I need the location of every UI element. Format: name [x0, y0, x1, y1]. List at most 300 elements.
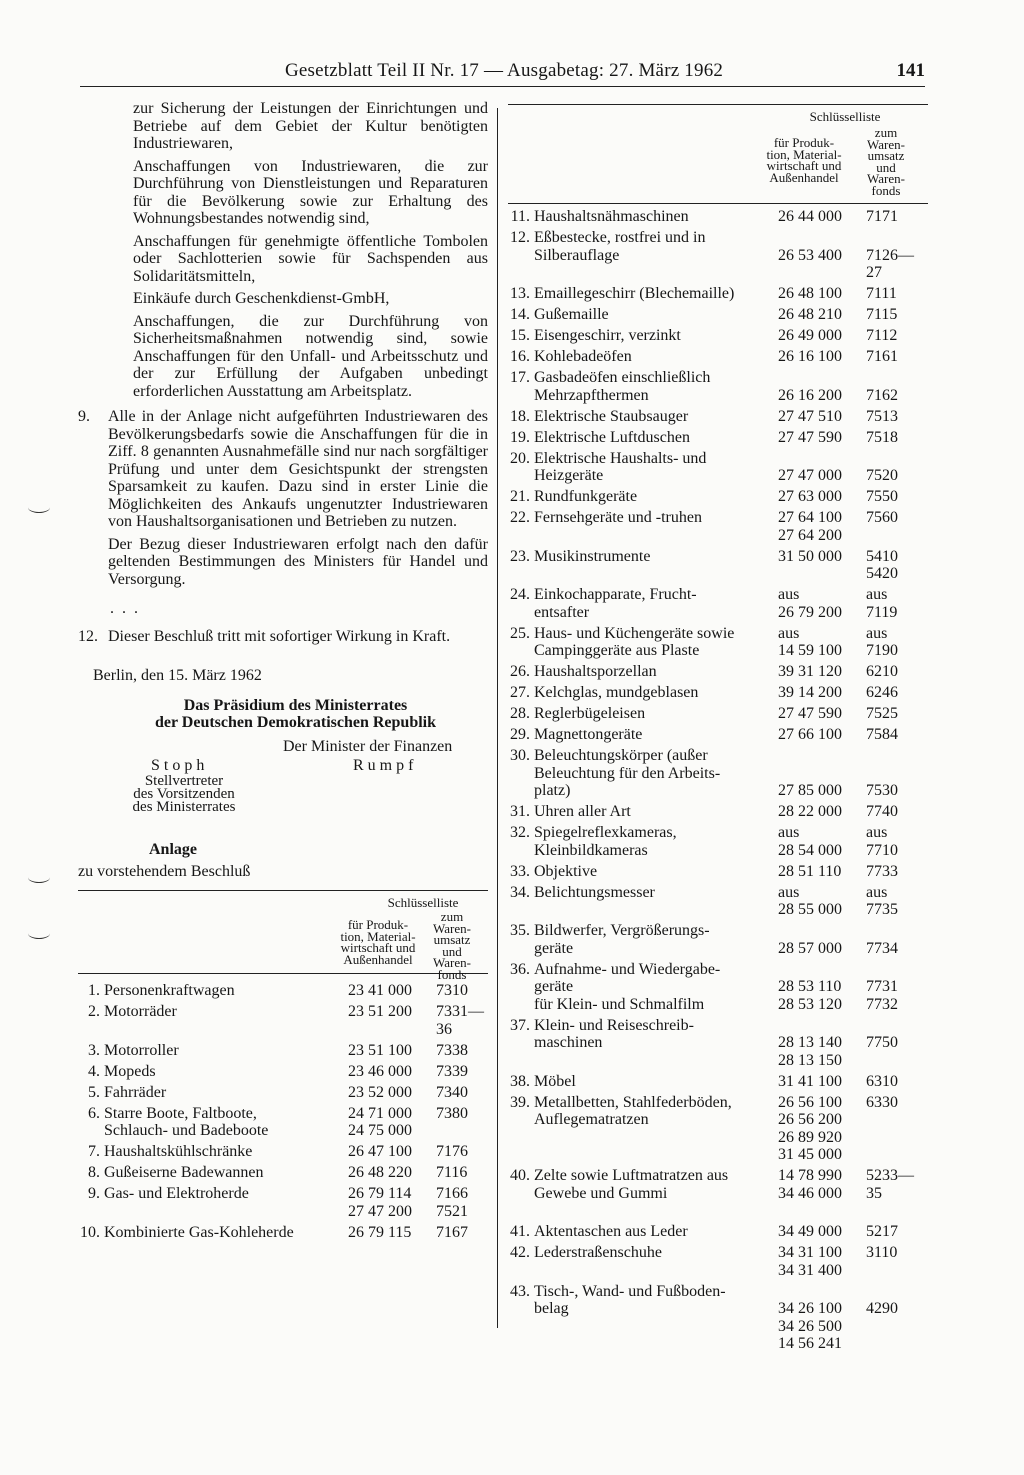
row-number: 33. [510, 862, 530, 880]
goods-fund-code-line: 7518 [866, 428, 898, 446]
key-code-line: 34 49 000 [778, 1223, 842, 1240]
row-number: 26. [510, 663, 530, 680]
key-code [342, 1105, 436, 1140]
item-name-line: Belichtungsmesser [534, 883, 655, 901]
item-name-line: Kelchglas, mundgeblasen [534, 684, 699, 701]
goods-fund-code-line: 7550 [866, 488, 898, 505]
goods-fund-code [866, 705, 926, 723]
table-row [508, 663, 928, 681]
key-code-line: 28 53 110 [778, 978, 842, 995]
row-number: 1. [88, 982, 100, 999]
right-column [508, 104, 928, 1353]
key-code-line: 14 56 241 [778, 1335, 842, 1352]
right-table-body [508, 208, 928, 1353]
key-code [778, 747, 866, 800]
table-row [508, 705, 928, 723]
page-number: 141 [896, 60, 925, 81]
key-code-line: 27 47 510 [778, 407, 842, 425]
item-name-line: Aktentaschen aus Leder [534, 1223, 688, 1240]
key-code [342, 1063, 436, 1081]
key-code [778, 1167, 866, 1220]
key-code-line: 34 46 000 [778, 1184, 842, 1202]
key-code [778, 488, 866, 506]
table-row [508, 548, 928, 583]
goods-fund-code-line: 6210 [866, 663, 898, 680]
item-name-line: Kombinierte Gas-Kohleherde [104, 1223, 294, 1241]
key-code [778, 1283, 866, 1353]
item-name-line: Auflegematratzen [534, 1111, 649, 1128]
item-name-line: Magnettongeräte [534, 726, 643, 743]
item-name [534, 1094, 778, 1164]
signatures [78, 757, 488, 827]
item-name-line: Bildwerfer, Vergrößerungs- [534, 922, 710, 939]
goods-fund-code-line: 7740 [866, 803, 898, 820]
table-row [508, 625, 928, 660]
row-number: 8. [88, 1164, 100, 1181]
row-number: 40. [510, 1167, 530, 1184]
table-row [508, 863, 928, 881]
table-row [78, 1185, 488, 1220]
item-name [534, 922, 778, 957]
goods-fund-code [866, 450, 926, 485]
item-name-line: Elektrische Luftduschen [534, 428, 690, 446]
row-number: 3. [88, 1041, 100, 1059]
item-name [534, 369, 778, 404]
table-row [508, 824, 928, 859]
item-name [534, 429, 778, 447]
item-name [534, 1073, 778, 1091]
key-code [778, 961, 866, 1014]
goods-fund-code [866, 429, 926, 447]
header-line: Außenhandel [343, 951, 413, 967]
header-rule [80, 86, 925, 87]
table-row [78, 1224, 488, 1242]
key-code-line: 27 64 200 [778, 526, 842, 544]
row-number: 43. [510, 1282, 530, 1300]
key-code-line: 31 45 000 [778, 1146, 842, 1163]
signer-role [120, 775, 248, 814]
goods-fund-code-line: 7733 [866, 862, 898, 880]
key-code [778, 922, 866, 957]
goods-fund-code-line: 7525 [866, 705, 898, 722]
key-code-line: aus [778, 586, 800, 603]
item-name [104, 1105, 342, 1140]
goods-fund-code [866, 488, 926, 506]
row-number: 31. [510, 803, 530, 820]
goods-fund-code [866, 548, 926, 583]
table-row [508, 1283, 928, 1353]
goods-fund-code [436, 1084, 496, 1102]
signer-name: Stoph [151, 757, 209, 774]
date-line: Berlin, den 15. März 1962 [93, 667, 262, 684]
goods-fund-code-line: 7166 [436, 1185, 468, 1202]
goods-fund-code-line: 7735 [866, 901, 898, 918]
goods-fund-code [866, 684, 926, 702]
item-name-line: Elektrische Haushalts- und [534, 449, 707, 467]
row-number: 30. [510, 747, 530, 764]
key-code-line [778, 961, 866, 979]
goods-fund-code [436, 1042, 496, 1060]
item-name [104, 1185, 342, 1220]
goods-fund-code-line: 5217 [866, 1223, 898, 1240]
goods-fund-code [436, 1003, 496, 1038]
goods-fund-code-line [866, 1052, 926, 1070]
item-name-line: geräte [534, 978, 574, 995]
item-name [534, 548, 778, 583]
item-name [534, 663, 778, 681]
item-name-line: für Klein- und Schmalfilm [534, 995, 705, 1013]
item-text: Dieser Beschluß tritt mit sofortiger Wirkung in Kraft. [108, 627, 451, 645]
goods-fund-code [866, 922, 926, 957]
goods-fund-code [866, 1283, 926, 1353]
item-name-line: Emaillegeschirr (Blechemaille) [534, 285, 735, 302]
table-row [508, 1094, 928, 1164]
header-line: Waren- [433, 955, 471, 970]
goods-fund-code [866, 1223, 926, 1241]
goods-fund-code-line: 7162 [866, 386, 898, 404]
row-number: 5. [88, 1083, 100, 1101]
intro-paragraph: zur Sicherung der Leistungen der Einrichtungen und Betriebe auf dem Gebiet der Kultur benötigten Industriewaren, [133, 100, 488, 152]
item-name [534, 684, 778, 702]
goods-fund-code [866, 1244, 926, 1279]
key-code [778, 208, 866, 226]
goods-fund-code-line [866, 1111, 926, 1129]
key-code-line: 26 79 115 [348, 1223, 412, 1241]
row-number: 28. [510, 705, 530, 722]
item-name-line: Objektive [534, 862, 598, 880]
goods-fund-code-line: 7111 [866, 285, 897, 302]
goods-fund-code [866, 369, 926, 404]
table-row [508, 684, 928, 702]
header-line: für Produk- [347, 917, 409, 932]
table-row [508, 884, 928, 919]
item-name [534, 803, 778, 821]
key-code-line: 24 75 000 [348, 1122, 412, 1139]
item-name [534, 285, 778, 303]
goods-fund-code-line: 7513 [866, 407, 898, 425]
key-code-line: 14 59 100 [778, 642, 842, 659]
key-code [778, 803, 866, 821]
goods-fund-code [866, 663, 926, 681]
goods-fund-code [866, 348, 926, 366]
item-name [104, 1224, 342, 1242]
row-number: 39. [510, 1093, 530, 1111]
item-name [534, 726, 778, 744]
key-code [778, 663, 866, 681]
item-name-line: Gußeiserne Badewannen [104, 1164, 264, 1181]
key-code [778, 229, 866, 282]
key-code [778, 586, 866, 621]
goods-fund-column-header [858, 127, 914, 196]
item-name-line: Schlauch- und Badeboote [104, 1122, 269, 1139]
table-row [508, 369, 928, 404]
intro-paragraph: Anschaffungen, die zur Durchführung von Sicherheitsmaßnahmen notwendig sind, sowie Anschaffungen für den Unfall- und Arbeitsschutz und der zur Erfüllung der Aufgaben unbedingt erforderlichen Ausstattung am Arbeitsplatz. [133, 312, 488, 400]
item-number: 12. [78, 627, 98, 645]
key-code [778, 327, 866, 345]
row-number: 42. [510, 1244, 530, 1261]
item-name-line: Haus- und Küchengeräte sowie [534, 624, 735, 642]
goods-fund-code-line: 7176 [436, 1143, 468, 1160]
table-row [508, 1167, 928, 1220]
key-code-line: 23 52 000 [348, 1083, 412, 1101]
goods-fund-code-line: 7750 [866, 1034, 898, 1051]
key-code [778, 884, 866, 919]
table-row [78, 1143, 488, 1161]
header-line: zum [874, 125, 898, 140]
row-number: 6. [88, 1104, 100, 1122]
table-row [78, 1003, 488, 1038]
row-number: 17. [510, 369, 530, 386]
goods-fund-code-line [866, 1129, 926, 1147]
key-code [778, 509, 866, 544]
item-name [534, 327, 778, 345]
header-line: Waren- [433, 920, 471, 936]
item-name-line: Kohlebadeöfen [534, 348, 632, 365]
row-number: 9. [88, 1185, 100, 1202]
table-row [508, 429, 928, 447]
item-name [534, 824, 778, 859]
item-name-line: Gasbadeöfen einschließlich [534, 369, 711, 386]
item-name-line: Möbel [534, 1072, 576, 1090]
item-name-line: Eßbestecke, rostfrei und in [534, 229, 706, 246]
item-name-line: Motorroller [104, 1041, 179, 1059]
item-name-line: Tisch-, Wand- und Fußboden- [534, 1282, 726, 1300]
key-code [778, 863, 866, 881]
annex-subtitle: zu vorstehendem Beschluß [78, 862, 251, 880]
goods-fund-code-line: 6246 [866, 684, 898, 701]
key-code-line: 26 79 114 [348, 1185, 412, 1202]
item-9-followup: Der Bezug dieser Industriewaren erfolgt nach den dafür geltenden Bestimmungen des Ministers für Handel und Versorgung. [108, 535, 488, 588]
table-row [508, 803, 928, 821]
table-row [508, 306, 928, 324]
key-code-line: 28 13 140 [778, 1034, 842, 1051]
goods-fund-code-line: 3110 [866, 1244, 898, 1261]
item-name-line: Starre Boote, Faltboote, [104, 1104, 257, 1122]
item-name [104, 1003, 342, 1038]
goods-fund-code [866, 1073, 926, 1091]
key-code-line: 27 63 000 [778, 488, 842, 505]
key-code-line: 27 64 100 [778, 509, 842, 526]
item-name [534, 229, 778, 282]
key-code [778, 348, 866, 366]
key-code [778, 726, 866, 744]
key-code-line: 34 31 100 [778, 1244, 842, 1261]
item-name-line: Campinggeräte aus Plaste [534, 642, 700, 659]
key-code [778, 408, 866, 426]
goods-fund-code-line: 7112 [866, 327, 898, 344]
goods-fund-code-line [866, 1318, 926, 1336]
goods-fund-code-line: 7331—36 [436, 1003, 484, 1038]
column-divider [497, 108, 498, 1328]
row-number: 25. [510, 624, 530, 642]
margin-check-mark [28, 928, 50, 939]
header-line: tion, Material- [340, 928, 416, 944]
goods-fund-code [866, 1094, 926, 1164]
goods-fund-code-line: 7171 [866, 208, 898, 225]
item-name [104, 1042, 342, 1060]
key-code-line: 26 48 100 [778, 285, 842, 302]
header-line: für Produk- [773, 135, 835, 150]
signer-role-line: des Vorsitzenden [133, 786, 235, 802]
intro-paragraphs [78, 100, 488, 400]
key-code-line: 31 50 000 [778, 547, 842, 565]
goods-fund-code-line [866, 1202, 926, 1220]
table-row [508, 1017, 928, 1070]
item-name-line: Haushaltsnähmaschinen [534, 208, 689, 225]
goods-fund-code-line: 7530 [866, 782, 898, 799]
table-row [78, 1164, 488, 1182]
goods-fund-code-line: 7340 [436, 1083, 468, 1101]
item-name [534, 747, 778, 800]
table-row [78, 982, 488, 1000]
item-name [534, 1223, 778, 1241]
key-code-line: 14 78 990 [778, 1167, 842, 1184]
goods-fund-code-line [866, 369, 926, 387]
goods-fund-code [866, 824, 926, 859]
item-name [104, 1084, 342, 1102]
item-name-line: Gas- und Elektroherde [104, 1185, 249, 1202]
row-number: 35. [510, 922, 530, 939]
issuing-body [103, 697, 488, 732]
table-row [508, 747, 928, 800]
goods-fund-code-line: aus [866, 883, 888, 901]
intro-paragraph: Einkäufe durch Geschenkdienst-GmbH, [133, 290, 390, 307]
table-row [508, 586, 928, 621]
goods-fund-code-line: 7115 [866, 306, 898, 323]
item-name-line: Gußemaille [534, 306, 609, 323]
header-line: wirtschaft und [340, 940, 416, 955]
issuing-body-line: Das Präsidium des Ministerrates [183, 696, 408, 714]
item-name-line: Personenkraftwagen [104, 982, 235, 999]
key-code-line: 27 47 000 [778, 467, 842, 484]
goods-fund-code [866, 285, 926, 303]
key-code [342, 1143, 436, 1161]
goods-fund-code [436, 1143, 496, 1161]
key-code-line: 26 44 000 [778, 208, 842, 225]
item-name-line: Beleuchtungskörper (außer [534, 747, 708, 764]
key-code [342, 1003, 436, 1038]
key-code-line: 34 26 500 [778, 1317, 842, 1335]
key-code-line: aus [778, 883, 800, 901]
row-number: 37. [510, 1016, 530, 1034]
key-code-line: aus [778, 824, 800, 841]
item-name-line: Zelte sowie Luftmatratzen aus [534, 1167, 729, 1184]
item-name [534, 1283, 778, 1353]
key-code [778, 684, 866, 702]
goods-fund-code [436, 1164, 496, 1182]
item-name-line: Klein- und Reiseschreib- [534, 1016, 694, 1034]
goods-fund-code [866, 229, 926, 282]
key-code-line: 26 16 200 [778, 386, 842, 404]
table-row [508, 229, 928, 282]
row-number: 20. [510, 449, 530, 467]
item-name-line: Lederstraßenschuhe [534, 1244, 662, 1261]
goods-fund-code-line: 7520 [866, 467, 898, 484]
item-name-line: Einkochapparate, Frucht- [534, 586, 697, 603]
item-name [534, 509, 778, 544]
goods-fund-code-line: 5420 [866, 565, 898, 582]
item-name [104, 1164, 342, 1182]
goods-fund-code-line: 7584 [866, 726, 898, 743]
key-code-line: 34 26 100 [778, 1300, 842, 1317]
table-row [78, 1084, 488, 1102]
item-name-line: Rundfunkgeräte [534, 488, 638, 505]
row-number: 34. [510, 883, 530, 901]
table-row [508, 922, 928, 957]
item-name [104, 982, 342, 1000]
header-line: umsatz [867, 148, 905, 163]
goods-fund-code-line [866, 922, 926, 940]
goods-fund-code-line: 5233—35 [866, 1167, 914, 1202]
row-number: 7. [88, 1143, 100, 1160]
goods-fund-code [436, 1063, 496, 1081]
goods-fund-code [866, 586, 926, 621]
key-code [778, 824, 866, 859]
key-code-line: 39 14 200 [778, 684, 842, 701]
key-code [778, 429, 866, 447]
table-row [508, 285, 928, 303]
key-code-line: 26 56 100 [778, 1093, 842, 1111]
goods-fund-code [866, 408, 926, 426]
item-name-line: Motorräder [104, 1003, 177, 1020]
item-name-line: Beleuchtung für den Arbeits- [534, 764, 721, 782]
key-code-line: 26 56 200 [778, 1111, 842, 1128]
table-row [508, 961, 928, 1014]
item-name-line: Heizgeräte [534, 467, 604, 484]
goods-fund-code-line [866, 765, 926, 783]
table-row [78, 1042, 488, 1060]
item-name [534, 625, 778, 660]
goods-fund-code [866, 625, 926, 660]
intro-paragraph: Anschaffungen für genehmigte öffentliche Tombolen oder Sachlotterien sowie für Sachspenden aus Solidaritätsmitteln, [133, 232, 488, 285]
production-column-header [754, 137, 854, 183]
header-title: Gesetzblatt Teil II Nr. 17 — Ausgabetag: 27. März 1962 [285, 60, 724, 81]
key-code [778, 1223, 866, 1241]
goods-fund-code [866, 327, 926, 345]
key-code [778, 369, 866, 404]
row-number: 16. [510, 348, 530, 365]
goods-fund-code [866, 1017, 926, 1070]
item-name [534, 705, 778, 723]
key-code-line: 26 79 200 [778, 603, 842, 621]
goods-fund-code-line: 7380 [436, 1104, 468, 1122]
item-name [534, 863, 778, 881]
key-code-line: 26 49 000 [778, 327, 842, 344]
item-name [534, 586, 778, 621]
header-line: und [442, 943, 462, 959]
key-code-line: 26 47 100 [348, 1143, 412, 1160]
minister-title: Der Minister der Finanzen [283, 737, 453, 755]
key-code-line: 26 53 400 [778, 246, 842, 264]
item-text: Alle in der Anlage nicht aufgeführten Industriewaren des Bevölkerungsbedarfs sowie die Anschaffungen für die in Ziff. 8 genannten Ausnahmefälle sind nur nach sorgfältiger Prüfung und unter dem Gesichtspunkt der strengsten Sparsamkeit zu kaufen. Dazu sind in erster Linie die Möglichkeiten des Ankaufs ungenutzter Industriewaren von Haushaltsorganisationen und Betrieben zu nutzen. [108, 408, 488, 530]
key-code-line [778, 1017, 866, 1035]
key-code-line [778, 765, 866, 783]
goods-fund-code [866, 306, 926, 324]
goods-fund-code-line [866, 527, 926, 545]
table-row [508, 1073, 928, 1091]
table-row [508, 726, 928, 744]
signer-role-line: des Ministerrates [132, 799, 236, 815]
signer-name: Rumpf [353, 757, 418, 774]
item-number: 9. [78, 408, 90, 425]
goods-fund-code-line: 7190 [866, 642, 898, 659]
item-name-line: Gewebe und Gummi [534, 1184, 668, 1202]
item-name [534, 1244, 778, 1279]
goods-fund-code-line: 7710 [866, 841, 898, 859]
table-row [508, 509, 928, 544]
header-line: fonds [437, 966, 467, 982]
row-number: 27. [510, 684, 530, 701]
